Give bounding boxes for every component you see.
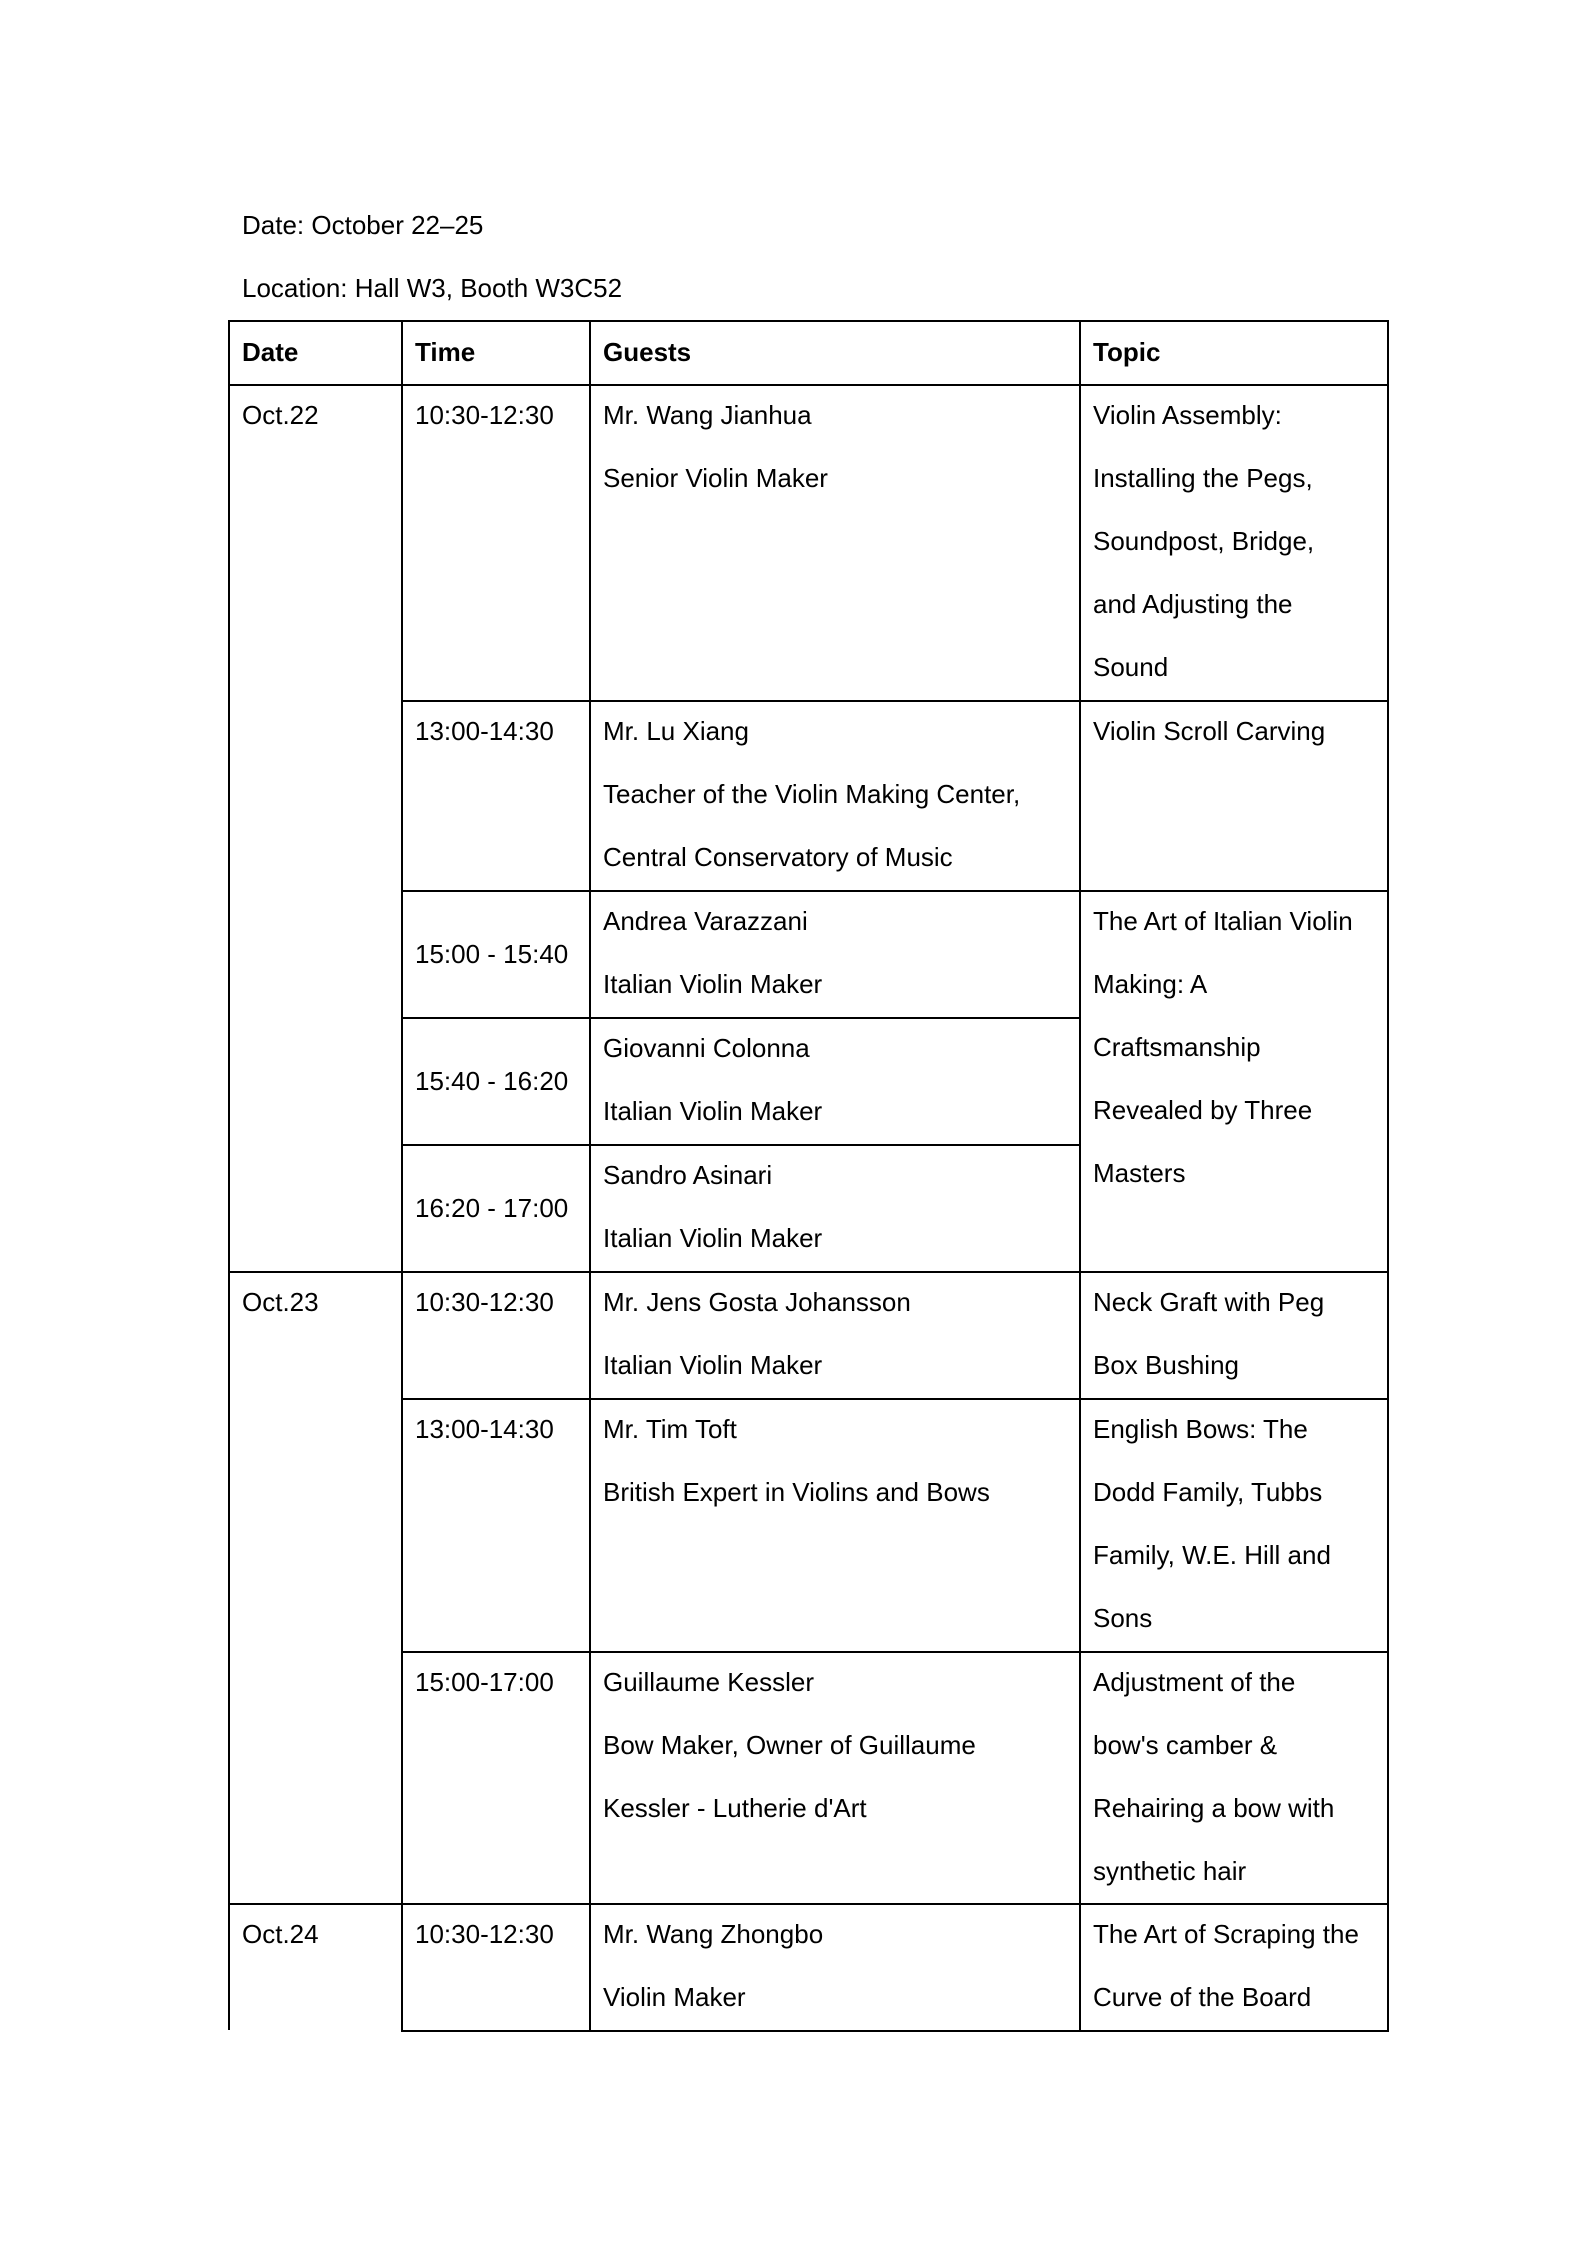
time-cell	[415, 1271, 554, 1334]
topic-cell-line: Neck Graft with Peg	[1093, 1287, 1325, 1317]
date-cell	[242, 384, 319, 447]
topic-cell-merged-line: The Art of Italian Violin	[1093, 906, 1353, 936]
guest-cell	[603, 1903, 823, 2029]
topic-cell	[1093, 1903, 1359, 2029]
header-time: Time	[415, 337, 476, 367]
time-cell-line: 13:00-14:30	[415, 716, 554, 746]
guest-cell-line: Mr. Tim Toft	[603, 1414, 737, 1444]
guest-cell-line: Guillaume Kessler	[603, 1667, 814, 1697]
topic-cell-line: and Adjusting the	[1093, 589, 1293, 619]
topic-cell-line: Box Bushing	[1093, 1350, 1239, 1380]
topic-cell-line: Sound	[1093, 652, 1169, 682]
topic-cell	[1093, 1271, 1324, 1397]
time-cell-line: 10:30-12:30	[415, 1919, 554, 1949]
topic-cell-merged-line: Masters	[1093, 1158, 1186, 1188]
event-location: Location: Hall W3, Booth W3C52	[242, 273, 623, 303]
guest-cell	[603, 1144, 822, 1270]
header-topic: Topic	[1093, 337, 1161, 367]
guest-cell-line: Teacher of the Violin Making Center,	[603, 779, 1021, 809]
topic-cell-line: synthetic hair	[1093, 1856, 1247, 1886]
topic-cell-line: Family, W.E. Hill and	[1093, 1540, 1331, 1570]
topic-cell-line: Violin Scroll Carving	[1093, 716, 1326, 746]
guest-cell-line: Bow Maker, Owner of Guillaume	[603, 1730, 976, 1760]
topic-cell-line: Curve of the Board	[1093, 1982, 1312, 2012]
date-cell	[242, 1271, 319, 1334]
guest-cell-line: Violin Maker	[603, 1982, 746, 2012]
topic-cell-line: Rehairing a bow with	[1093, 1793, 1335, 1823]
topic-cell-line: bow's camber &	[1093, 1730, 1278, 1760]
guest-cell	[603, 384, 828, 510]
guest-cell	[603, 1398, 990, 1524]
topic-cell-line: Violin Assembly:	[1093, 400, 1282, 430]
time-cell: 15:40 - 16:20	[415, 1065, 569, 1096]
topic-cell	[1093, 384, 1314, 699]
guest-cell	[603, 1017, 822, 1143]
topic-cell-merged-line: Making: A	[1093, 969, 1208, 999]
topic-cell	[1093, 1651, 1334, 1903]
time-cell-line: 10:30-12:30	[415, 400, 554, 430]
guest-cell	[603, 1271, 911, 1397]
topic-cell-line: The Art of Scraping the	[1093, 1919, 1359, 1949]
topic-cell-line: Sons	[1093, 1603, 1153, 1633]
guest-cell-line: Mr. Lu Xiang	[603, 716, 749, 746]
date-cell-line: Oct.22	[242, 400, 319, 430]
time-cell: 15:00 - 15:40	[415, 938, 569, 969]
topic-cell-merged-line: Craftsmanship	[1093, 1032, 1261, 1062]
col-divider-topic	[1079, 320, 1081, 2032]
date-cell-line: Oct.23	[242, 1287, 319, 1317]
topic-cell	[1093, 700, 1325, 763]
event-date: Date: October 22–25	[242, 210, 484, 240]
topic-cell-line: Soundpost, Bridge,	[1093, 526, 1315, 556]
guest-cell-line: Kessler - Lutherie d'Art	[603, 1793, 867, 1823]
guest-cell-line: Italian Violin Maker	[603, 1223, 823, 1253]
guest-cell-line: Senior Violin Maker	[603, 463, 828, 493]
time-cell	[415, 1651, 554, 1714]
time-cell	[415, 1398, 554, 1461]
time-cell	[415, 700, 554, 763]
topic-cell-merged-line: Revealed by Three	[1093, 1095, 1313, 1125]
header-guests: Guests	[603, 337, 692, 367]
guest-cell	[603, 1651, 976, 1840]
table-right-border	[1387, 320, 1389, 2032]
topic-cell-merged	[1093, 890, 1353, 1205]
time-cell	[415, 384, 554, 447]
topic-cell-line: Dodd Family, Tubbs	[1093, 1477, 1323, 1507]
time-cell-line: 10:30-12:30	[415, 1287, 554, 1317]
topic-cell-line: English Bows: The	[1093, 1414, 1308, 1444]
guest-cell	[603, 890, 822, 1016]
guest-cell-line: Italian Violin Maker	[603, 1096, 823, 1126]
guest-cell-line: Central Conservatory of Music	[603, 842, 953, 872]
guest-cell-line: Italian Violin Maker	[603, 969, 823, 999]
guest-cell-line: Giovanni Colonna	[603, 1033, 810, 1063]
guest-cell-line: Mr. Jens Gosta Johansson	[603, 1287, 911, 1317]
date-cell-line: Oct.24	[242, 1919, 319, 1949]
time-cell-line: 13:00-14:30	[415, 1414, 554, 1444]
col-divider-guests	[589, 320, 591, 2032]
guest-cell-line: Sandro Asinari	[603, 1160, 773, 1190]
table-left-border	[228, 320, 230, 2030]
topic-cell	[1093, 1398, 1331, 1650]
table-bottom-border	[401, 2030, 1389, 2032]
guest-cell	[603, 700, 1020, 889]
guest-cell-line: Italian Violin Maker	[603, 1350, 823, 1380]
topic-cell-line: Adjustment of the	[1093, 1667, 1296, 1697]
guest-cell-line: Mr. Wang Zhongbo	[603, 1919, 824, 1949]
time-cell-line: 15:00-17:00	[415, 1667, 554, 1697]
header-date: Date	[242, 337, 299, 367]
topic-cell-line: Installing the Pegs,	[1093, 463, 1313, 493]
time-cell	[415, 1903, 554, 1966]
date-cell	[242, 1903, 319, 1966]
guest-cell-line: British Expert in Violins and Bows	[603, 1477, 990, 1507]
guest-cell-line: Mr. Wang Jianhua	[603, 400, 812, 430]
guest-cell-line: Andrea Varazzani	[603, 906, 808, 936]
time-cell: 16:20 - 17:00	[415, 1192, 569, 1223]
col-divider-time	[401, 320, 403, 2032]
